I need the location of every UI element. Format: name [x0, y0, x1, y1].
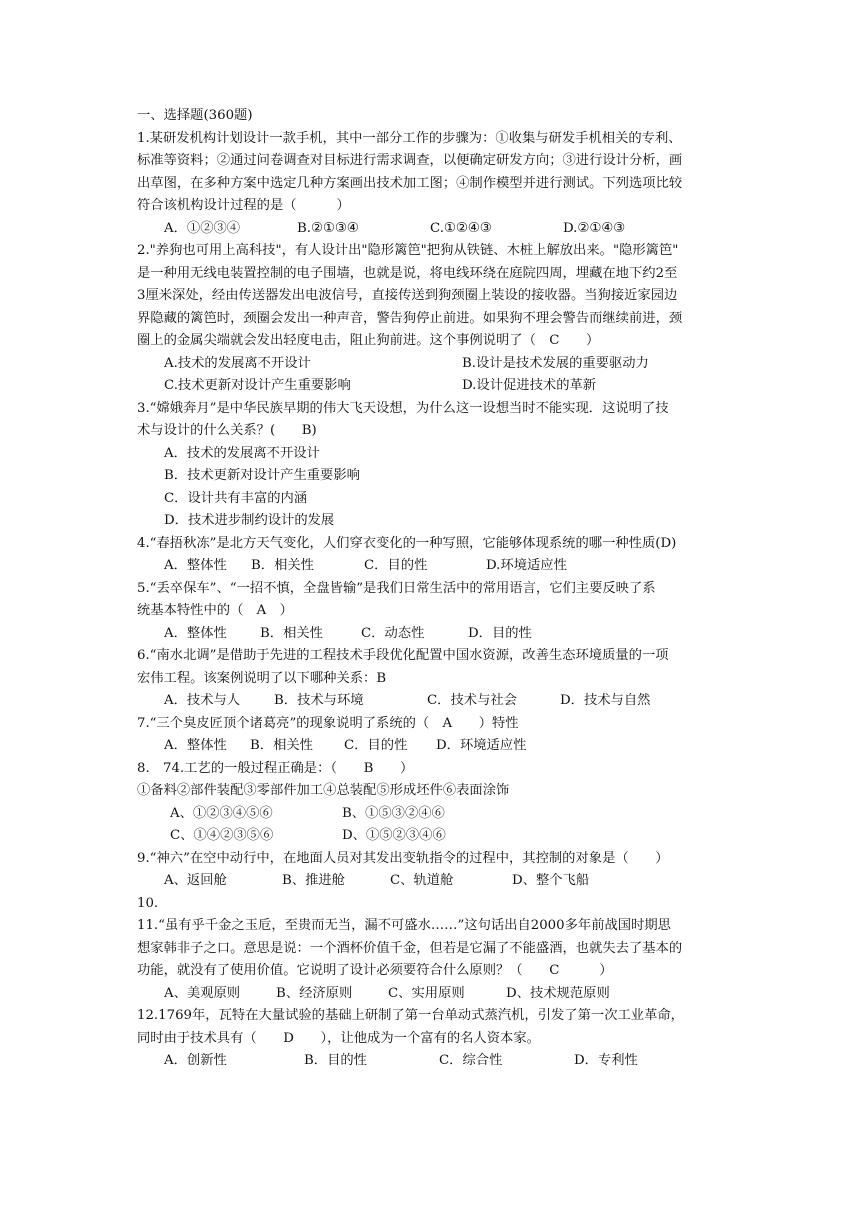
option-d: D、整个飞船: [512, 873, 590, 888]
question-text: 3厘米深处，经由传送器发出电波信号，直接传送到狗颈圈上装设的接收器。当狗接近家园边: [137, 288, 678, 303]
option-b: B.设计是技术发展的重要驱动力: [462, 355, 649, 371]
options-row: [137, 623, 740, 646]
options-row: [137, 983, 740, 1006]
option-c: C．目的性: [364, 558, 428, 573]
question-text: 圈上的金属尖端就会发出轻度电击，阻止狗前进。这个事例说明了（ C ）: [137, 333, 600, 348]
options-row: [137, 803, 740, 826]
question-3: [137, 398, 740, 533]
question-12: [137, 1005, 740, 1073]
question-text: 5.“丢卒保车”、“一招不慎，全盘皆输”是我们日常生活中的常用语言，它们主要反映了系: [137, 580, 656, 596]
question-text: 出草图，在多种方案中选定几种方案画出技术加工图；④制作模型并进行测试。下列选项比较: [137, 175, 683, 191]
question-1: [137, 128, 740, 241]
option-b: B、经济原则: [276, 985, 353, 1001]
question-text: 11.“虽有乎千金之玉卮，至贵而无当，漏不可盛水……”这句话出自2000多年前战国时期思: [137, 918, 671, 933]
option-a: A．整体性: [164, 558, 227, 573]
options-row: [137, 825, 740, 848]
option-d: D．技术进步制约设计的发展: [164, 513, 335, 528]
question-text: 12.1769年，瓦特在大量试验的基础上研制了第一台单动式蒸汽机，引发了第一次工业革命，: [137, 1008, 684, 1023]
option-a: A．技术的发展离不开设计: [164, 445, 320, 461]
question-text: 1.某研发机构计划设计一款手机，其中一部分工作的步骤为：①收集与研发手机相关的专利、: [137, 130, 682, 146]
question-text: 想家韩非子之口。意思是说：一个酒杯价值千金，但若是它漏了不能盛酒，也就失去了基本的: [137, 940, 683, 956]
option-c: C．设计共有丰富的内涵: [164, 490, 308, 506]
option-a: A．①②③④: [164, 220, 241, 236]
question-2: [137, 240, 740, 398]
question-text: 10.: [137, 895, 159, 911]
option-b: B、①⑤③②④⑥: [342, 805, 445, 821]
section-title: 一、选择题(360题): [137, 108, 253, 123]
options-row: [137, 555, 740, 578]
options-row: [137, 690, 740, 713]
options-row: [137, 375, 740, 398]
option-b: B．相关性: [250, 738, 313, 753]
option-a: A、返回舱: [164, 873, 227, 888]
question-text: 界隐藏的篱笆时，颈圈会发出一种声音，警告狗停止前进。如果狗不理会警告而继续前进，颈: [137, 310, 683, 326]
question-text: 标准等资料；②通过问卷调查对目标进行需求调查，以便确定研发方向；③进行设计分析，画: [137, 153, 683, 168]
question-text: 同时由于技术具有（ D ），让他成为一个富有的名人资本家。: [137, 1030, 540, 1046]
options-row: [137, 1050, 740, 1073]
option-d: D.②①④③: [563, 220, 626, 236]
option-b: B．技术更新对设计产生重要影响: [164, 468, 360, 483]
option-a: A.技术的发展离不开设计: [164, 355, 311, 371]
options-row: [137, 735, 740, 758]
question-text: ①备料②部件装配③零部件加工④总装配⑤形成坯件⑥表面涂饰: [137, 783, 510, 798]
question-text: 统基本特性中的（ A ）: [137, 603, 293, 618]
option-d: D．环境适应性: [436, 738, 527, 753]
option-c: C．动态性: [361, 625, 425, 641]
question-text: 8. 74.工艺的一般过程正确是：（ B ）: [137, 760, 414, 776]
options-list: [137, 443, 740, 533]
option-b: B．技术与环境: [274, 693, 364, 708]
question-text: 功能，就没有了使用价值。它说明了设计必须要符合什么原则？（ C ）: [137, 963, 613, 978]
option-c: C．目的性: [344, 738, 408, 753]
option-d: D.设计促进技术的革新: [462, 378, 597, 393]
option-c: C．综合性: [439, 1053, 503, 1068]
question-text: 宏伟工程。该案例说明了以下哪种关系：B: [137, 670, 387, 686]
question-text: 7.“三个臭皮匠顶个诸葛亮”的现象说明了系统的（ A ）特性: [137, 715, 519, 731]
option-d: D.环境适应性: [486, 558, 567, 573]
options-row: [137, 353, 740, 376]
question-text: 6.“南水北调”是借助于先进的工程技术手段优化配置中国水资源，改善生态环境质量的一项: [137, 648, 669, 663]
option-b: B、推进舱: [282, 873, 345, 888]
option-a: A．技术与人: [164, 693, 241, 708]
question-text: 4.“春捂秋冻”是北方天气变化，人们穿衣变化的一种写照，它能够体现系统的哪一种性质(D): [137, 535, 677, 551]
option-c: C、实用原则: [388, 985, 465, 1001]
question-text: 是一种用无线电装置控制的电子围墙，也就是说，将电线环绕在庭院四周，埋藏在地下约2至: [137, 265, 678, 281]
question-text: 符合该机构设计过程的是（ ）: [137, 198, 350, 213]
question-5: [137, 578, 740, 646]
option-a: A．创新性: [164, 1053, 227, 1068]
question-text: 2."养狗也可用上高科技"，有人设计出"隐形篱笆"把狗从铁链、木桩上解放出来。"隐形篱笆": [137, 243, 679, 258]
question-text: 9.“神六”在空中动行中，在地面人员对其发出变轨指令的过程中，其控制的对象是（ ）: [137, 850, 669, 866]
question-8: [137, 758, 740, 848]
option-b: B.②①③④: [297, 220, 359, 236]
option-c: C．技术与社会: [427, 693, 517, 708]
option-d: D、技术规范原则: [506, 985, 610, 1001]
question-4: [137, 533, 740, 578]
question-text: 3.“嫦娥奔月”是中华民族早期的伟大飞天设想，为什么这一设想当时不能实现．这说明了技: [137, 400, 669, 416]
options-row: [137, 870, 740, 893]
option-d: D．专利性: [574, 1053, 638, 1068]
option-c: C.技术更新对设计产生重要影响: [164, 378, 351, 393]
question-10: [137, 893, 740, 916]
option-b: B．目的性: [304, 1053, 367, 1068]
option-a: A．整体性: [164, 625, 227, 641]
option-c: C、轨道舱: [390, 873, 454, 888]
option-d: D、①⑤②③④⑥: [342, 828, 446, 843]
option-b: B．相关性: [251, 558, 314, 573]
option-c: C.①②④③: [430, 220, 492, 236]
option-a: A、①②③④⑤⑥: [170, 805, 273, 821]
option-a: A．整体性: [164, 738, 227, 753]
option-b: B．相关性: [260, 625, 323, 641]
option-d: D．目的性: [468, 625, 532, 641]
question-7: [137, 713, 740, 758]
question-6: [137, 645, 740, 713]
question-9: [137, 848, 740, 893]
options-row: [137, 218, 740, 241]
question-text: 术与设计的什么关系？( B): [137, 423, 317, 438]
option-d: D．技术与自然: [560, 693, 651, 708]
option-a: A、美观原则: [164, 985, 241, 1001]
question-11: [137, 915, 740, 1005]
option-c: C、①④②③⑤⑥: [170, 828, 274, 843]
